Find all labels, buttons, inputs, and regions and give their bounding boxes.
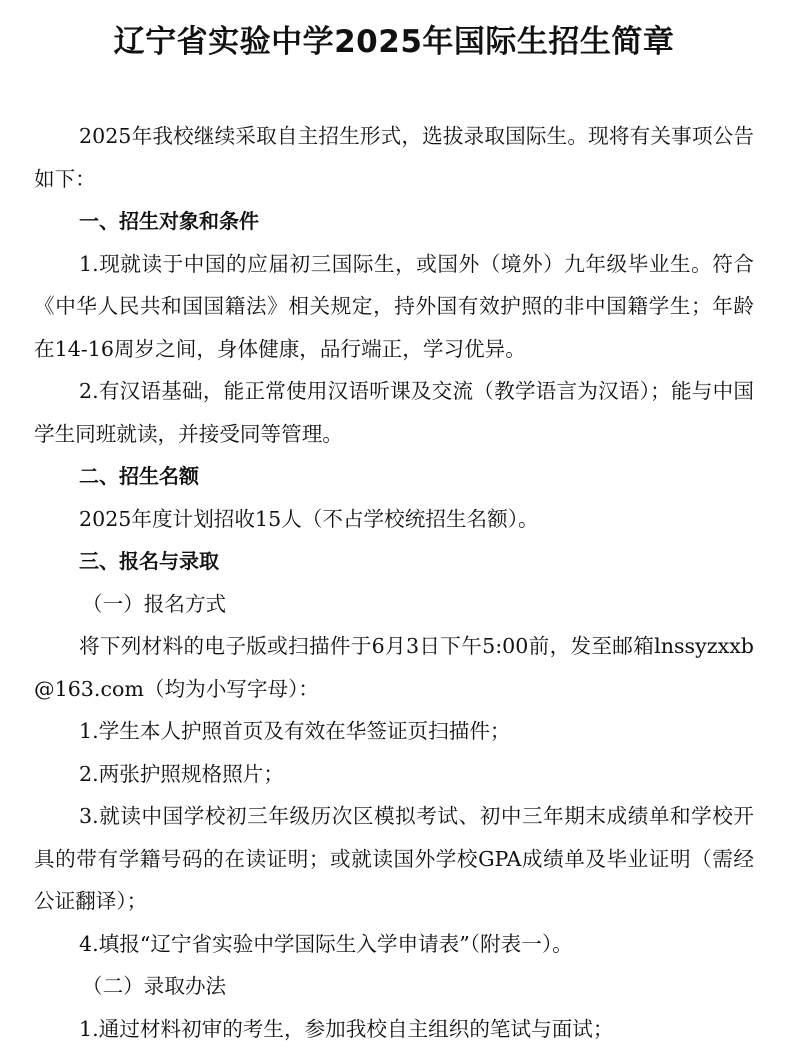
intro-paragraph: 2025年我校继续采取自主招生形式，选拔录取国际生。现将有关事项公告如下： bbox=[34, 124, 754, 191]
section-1-heading: 一、招生对象和条件 bbox=[79, 209, 259, 233]
document-body bbox=[34, 115, 754, 1050]
section-2-heading: 二、招生名额 bbox=[79, 464, 199, 488]
section-1-item-1: 1.现就读于中国的应届初三国际生，或国外（境外）九年级毕业生。符合《中华人民共和国国籍法》相关规定，持外国有效护照的非中国籍学生；年龄在14-16周岁之间，身体健康，品行端正，学习优异。 bbox=[34, 251, 754, 361]
section-3-heading: 三、报名与录取 bbox=[79, 549, 219, 573]
section-3-sub-2-heading: （二）录取办法 bbox=[82, 974, 227, 998]
section-3-sub-1-item-3: 3.就读中国学校初三年级历次区模拟考试、初中三年期末成绩单和学校开具的带有学籍号码的在读证明；或就读国外学校GPA成绩单及毕业证明（需经公证翻译）； bbox=[34, 804, 754, 913]
section-1-item-2: 2.有汉语基础，能正常使用汉语听课及交流（教学语言为汉语）；能与中国学生同班就读，并接受同等管理。 bbox=[34, 379, 754, 446]
section-3-sub-1-text: 将下列材料的电子版或扫描件于6月3日下午5:00前，发至邮箱lnssyzxxb@163.com（均为小写字母）： bbox=[34, 634, 754, 701]
section-2-text: 2025年度计划招收15人（不占学校统招生名额）。 bbox=[79, 506, 539, 531]
section-3-sub-1-item-1: 1.学生本人护照首页及有效在华签证页扫描件； bbox=[79, 719, 511, 743]
section-3-sub-1-heading: （一）报名方式 bbox=[82, 591, 227, 616]
section-3-sub-2-item-1: 1.通过材料初审的考生，参加我校自主组织的笔试与面试； bbox=[79, 1016, 614, 1041]
section-3-sub-1-item-2: 2.两张护照规格照片； bbox=[79, 761, 284, 786]
section-3-sub-1-item-4: 4.填报“辽宁省实验中学国际生入学申请表”（附表一）。 bbox=[79, 931, 573, 956]
document-title: 辽宁省实验中学2025年国际生招生简章 bbox=[113, 24, 675, 60]
